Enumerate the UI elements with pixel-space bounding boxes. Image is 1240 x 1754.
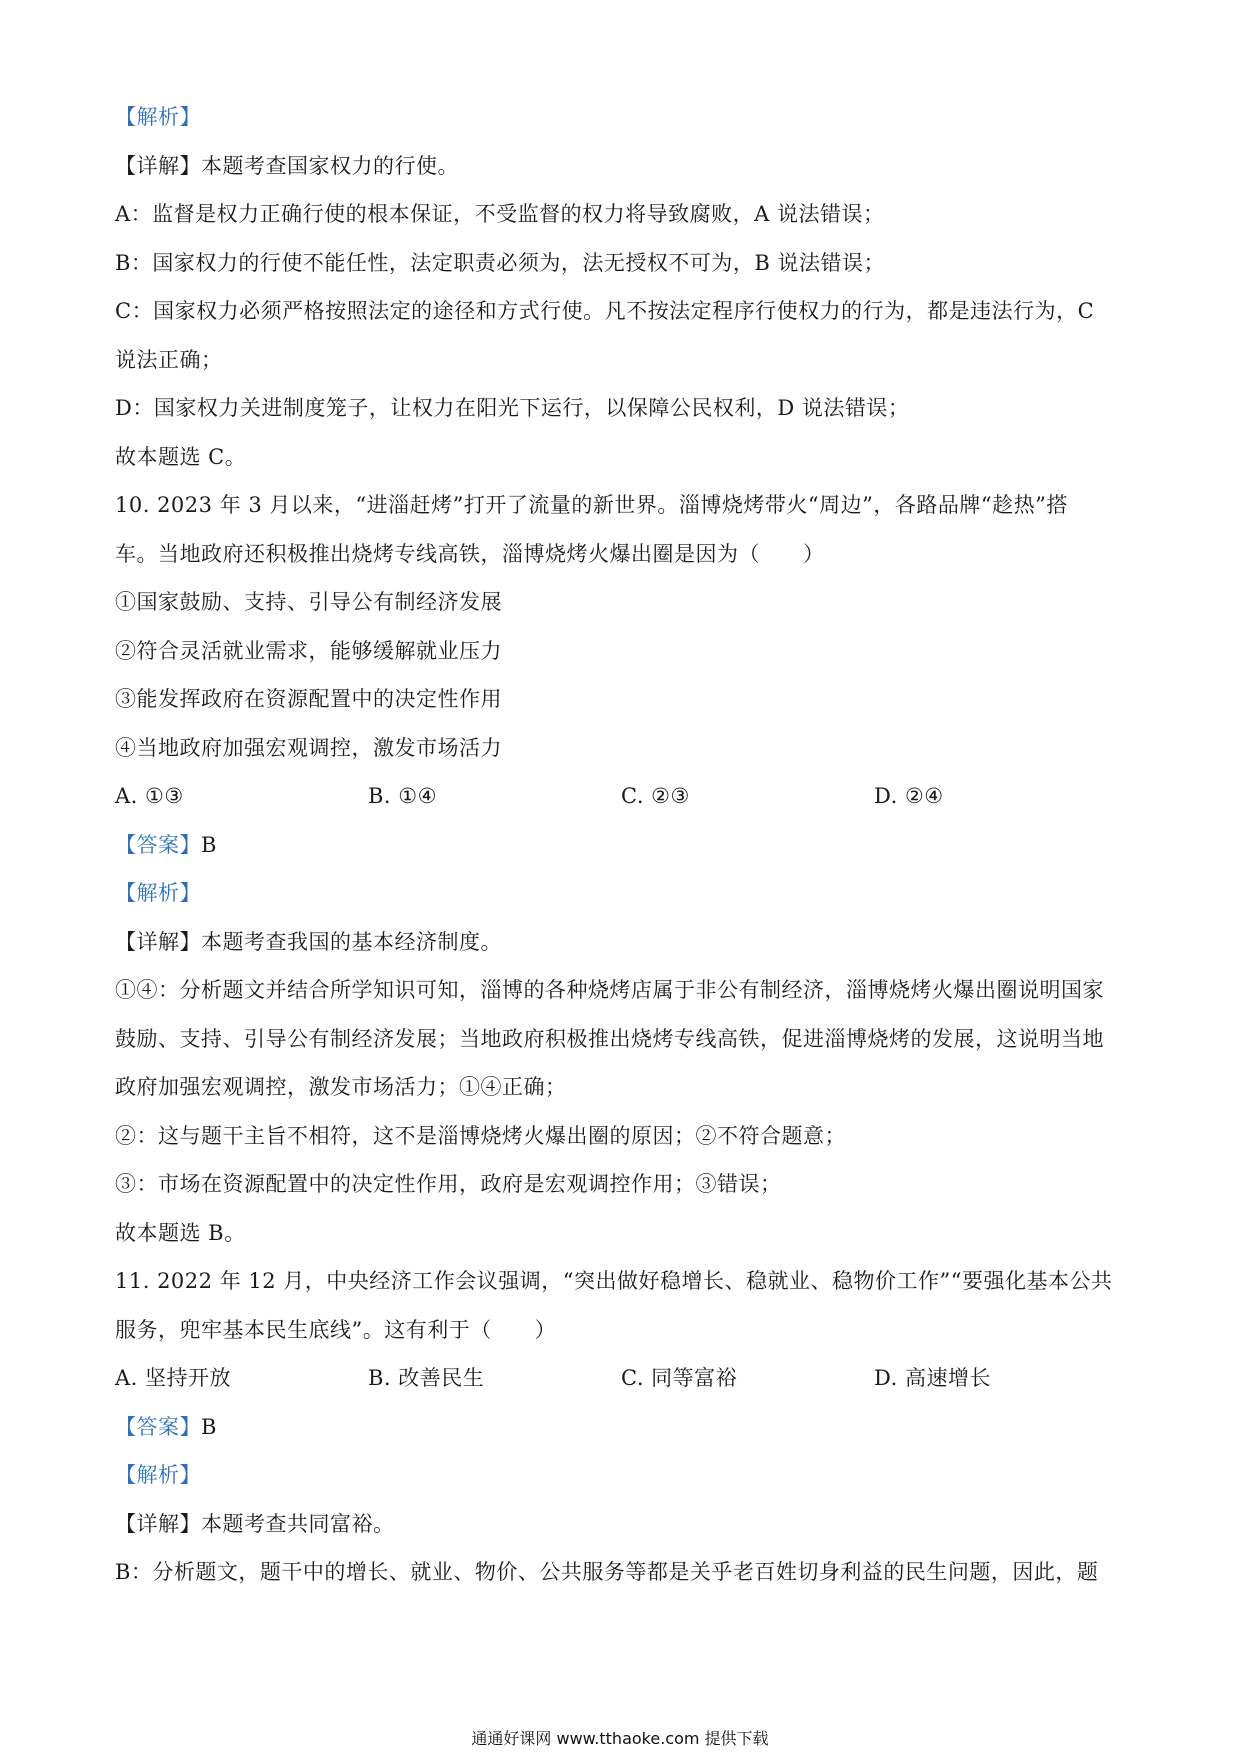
option-d: D. 高速增长 (874, 1366, 991, 1390)
detail-tag: 【详解】 (115, 1512, 201, 1536)
conclusion-line: 故本题选 B。 (115, 1221, 246, 1245)
detail-line (115, 928, 502, 956)
answer-line (115, 1413, 217, 1441)
question-stem-line: 服务，兜牢基本民生底线”。这有利于（ ） (115, 1318, 557, 1342)
detail-text: 本题考查国家权力的行使。 (201, 154, 459, 178)
explanation-line: ①④：分析题文并结合所学知识可知，淄博的各种烧烤店属于非公有制经济，淄博烧烤火爆出圈说明国家 (115, 978, 1104, 1002)
answer-line (115, 831, 217, 859)
question-stem-line: 车。当地政府还积极推出烧烤专线高铁，淄博烧烤火爆出圈是因为（ ） (115, 542, 825, 566)
statement-item: ③能发挥政府在资源配置中的决定性作用 (115, 687, 502, 711)
question-stem-line: 11. 2022 年 12 月，中央经济工作会议强调，“突出做好稳增长、稳就业、稳物价工作”“要强化基本公共 (115, 1269, 1113, 1293)
explanation-line: B：国家权力的行使不能任性，法定职责必须为，法无授权不可为，B 说法错误； (115, 251, 886, 275)
option-d: D. ②④ (874, 784, 944, 808)
analysis-tag: 【解析】 (115, 881, 201, 905)
explanation-line: 政府加强宏观调控，激发市场活力；①④正确； (115, 1075, 567, 1099)
explanation-line: ③：市场在资源配置中的决定性作用，政府是宏观调控作用；③错误； (115, 1172, 782, 1196)
detail-text: 本题考查共同富裕。 (201, 1512, 395, 1536)
detail-tag: 【详解】 (115, 930, 201, 954)
question-stem-line: 10. 2023 年 3 月以来，“进淄赶烤”打开了流量的新世界。淄博烧烤带火“周边”，各路品牌“趁热”搭 (115, 493, 1068, 517)
analysis-tag: 【解析】 (115, 105, 201, 129)
explanation-line: 鼓励、支持、引导公有制经济发展；当地政府积极推出烧烤专线高铁，促进淄博烧烤的发展，这说明当地 (115, 1027, 1104, 1051)
detail-text: 本题考查我国的基本经济制度。 (201, 930, 502, 954)
option-a: A. 坚持开放 (115, 1366, 232, 1390)
explanation-line: C：国家权力必须严格按照法定的途径和方式行使。凡不按法定程序行使权力的行为，都是违法行为，C (115, 299, 1095, 323)
answer-tag: 【答案】 (115, 1415, 201, 1439)
option-b: B. ①④ (368, 784, 437, 808)
explanation-line: A：监督是权力正确行使的根本保证，不受监督的权力将导致腐败，A 说法错误； (115, 202, 885, 226)
detail-line (115, 152, 459, 180)
conclusion-line: 故本题选 C。 (115, 445, 247, 469)
answer-value: B (201, 833, 217, 857)
page-footer: 通通好课网 www.tthaoke.com 提供下载 (471, 1729, 769, 1748)
explanation-line: ②：这与题干主旨不相符，这不是淄博烧烤火爆出圈的原因；②不符合题意； (115, 1124, 846, 1148)
answer-value: B (201, 1415, 217, 1439)
option-c: C. 同等富裕 (621, 1366, 738, 1390)
explanation-line: 说法正确； (115, 348, 223, 372)
statement-item: ②符合灵活就业需求，能够缓解就业压力 (115, 639, 502, 663)
statement-item: ④当地政府加强宏观调控，激发市场活力 (115, 736, 502, 760)
explanation-line: D：国家权力关进制度笼子，让权力在阳光下运行，以保障公民权利，D 说法错误； (115, 396, 910, 420)
option-b: B. 改善民生 (368, 1366, 485, 1390)
analysis-tag: 【解析】 (115, 1463, 201, 1487)
option-c: C. ②③ (621, 784, 690, 808)
detail-tag: 【详解】 (115, 154, 201, 178)
answer-tag: 【答案】 (115, 833, 201, 857)
statement-item: ①国家鼓励、支持、引导公有制经济发展 (115, 590, 502, 614)
explanation-line: B：分析题文，题干中的增长、就业、物价、公共服务等都是关乎老百姓切身利益的民生问题，因此，题 (115, 1560, 1099, 1584)
detail-line (115, 1510, 395, 1538)
option-a: A. ①③ (115, 784, 184, 808)
